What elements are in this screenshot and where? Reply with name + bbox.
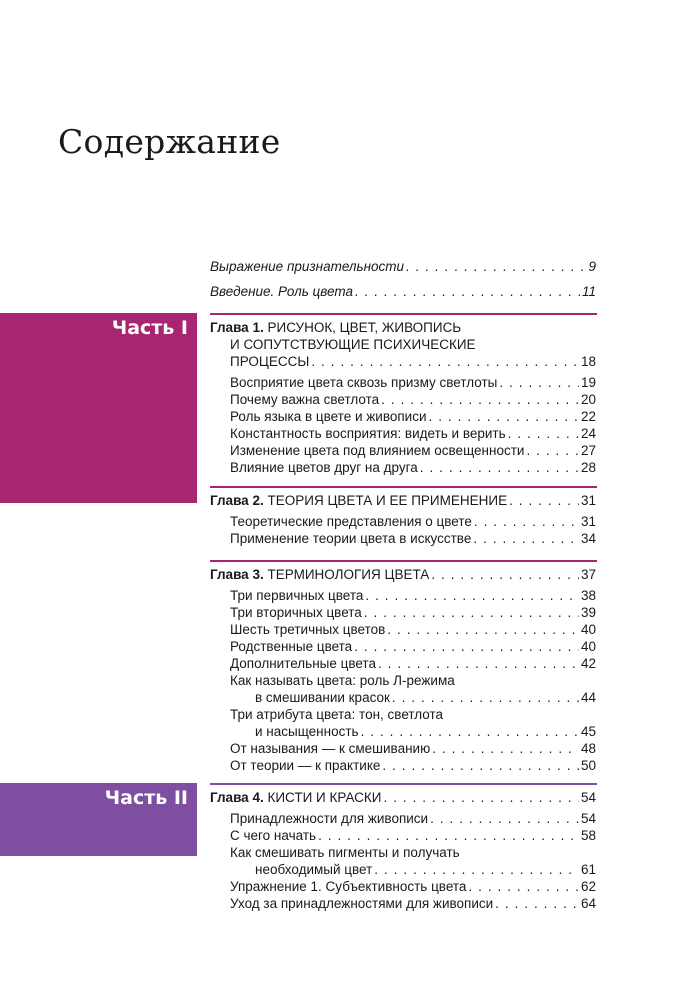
toc-entry[interactable] <box>210 530 596 547</box>
toc-page-number: 31 <box>580 493 596 508</box>
toc-page-number: 45 <box>580 724 596 739</box>
toc-page-number: 48 <box>580 741 596 756</box>
leader-dots <box>429 408 579 425</box>
leader-dots <box>430 810 579 827</box>
chapter-divider <box>210 486 597 488</box>
chapter-heading-line[interactable] <box>210 319 596 336</box>
chapter-label: Глава 1. <box>210 320 264 335</box>
leader-dots <box>526 442 579 459</box>
leader-dots <box>432 740 579 757</box>
toc-page-number: 28 <box>580 460 596 475</box>
toc-entry-label: необходимый цвет <box>255 862 373 877</box>
toc-entry-label: Дополнительные цвета <box>230 656 376 671</box>
toc-page-number: 64 <box>580 896 596 911</box>
page-title: Содержание <box>58 122 281 162</box>
toc-page-number: 37 <box>580 567 596 582</box>
toc-entry-first-line[interactable]: Как смешивать пигменты и получать <box>230 845 460 860</box>
toc-entry-continued[interactable] <box>210 689 596 706</box>
toc-entry[interactable] <box>210 740 596 757</box>
toc-page-number: 42 <box>580 656 596 671</box>
toc-page-number: 27 <box>580 443 596 458</box>
toc-entry-label: и насыщенность <box>255 724 359 739</box>
toc-page-number: 40 <box>580 639 596 654</box>
chapter-2 <box>210 492 596 547</box>
part-1-label: Часть I <box>111 317 188 339</box>
toc-entry[interactable] <box>210 604 596 621</box>
toc-entry-acknowledgements[interactable] <box>210 258 596 275</box>
toc-entry[interactable] <box>210 459 596 476</box>
toc-page-number: 39 <box>580 605 596 620</box>
leader-dots <box>361 723 579 740</box>
toc-page-number: 38 <box>580 588 596 603</box>
toc-page-number: 11 <box>581 284 596 299</box>
leader-dots <box>378 655 579 672</box>
toc-entry-first-line[interactable]: Как называть цвета: роль Л-режима <box>230 673 455 688</box>
leader-dots <box>499 374 579 391</box>
toc-entry[interactable] <box>210 757 596 774</box>
toc-page-number: 58 <box>580 828 596 843</box>
leader-dots <box>374 861 579 878</box>
toc-page-number: 24 <box>580 426 596 441</box>
toc-entry[interactable] <box>210 895 596 912</box>
toc-entry-label: Три первичных цвета <box>230 588 364 603</box>
toc-entry-label: Восприятие цвета сквозь призму светлоты <box>230 375 498 390</box>
chapter-heading-line[interactable] <box>210 492 596 509</box>
toc-entry-label: Роль языка в цвете и живописи <box>230 409 427 424</box>
toc-page-number: 50 <box>580 758 596 773</box>
toc-page-number: 61 <box>580 862 596 877</box>
toc-page-number: 54 <box>580 811 596 826</box>
toc-entry-label: Упражнение 1. Субъективность цвета <box>230 879 467 894</box>
toc-entry-label: От теории — к практике <box>230 758 381 773</box>
toc-entry-label: Теоретические представления о цвете <box>230 514 472 529</box>
toc-entry[interactable] <box>210 810 596 827</box>
toc-entry-label: Влияние цветов друг на друга <box>230 460 418 475</box>
toc-entry-label: Родственные цвета <box>230 639 353 654</box>
part-2-band <box>0 783 197 856</box>
toc-entry[interactable] <box>210 587 596 604</box>
leader-dots <box>355 283 580 300</box>
chapter-4 <box>210 789 596 912</box>
leader-dots <box>382 757 579 774</box>
toc-entry-label: Выражение признательности <box>210 259 405 274</box>
toc-entry[interactable] <box>210 655 596 672</box>
leader-dots <box>354 638 579 655</box>
toc-page-number: 34 <box>580 531 596 546</box>
toc-page-number: 20 <box>580 392 596 407</box>
toc-entry[interactable] <box>210 878 596 895</box>
toc-entry-label: Принадлежности для живописи <box>230 811 429 826</box>
toc-entry-label: Уход за принадлежностями для живописи <box>230 896 494 911</box>
toc-entry-label: От называния — к смешиванию <box>230 741 431 756</box>
toc-page-number: 62 <box>580 879 596 894</box>
chapter-divider <box>210 783 597 785</box>
toc-entry-label: Шесть третичных цветов <box>230 622 386 637</box>
chapter-divider <box>210 560 597 562</box>
toc-entry-label: Применение теории цвета в искусстве <box>230 531 472 546</box>
toc-entry[interactable] <box>210 374 596 391</box>
chapter-label: Глава 4. <box>210 790 264 805</box>
toc-page-number: 54 <box>580 790 596 805</box>
toc-entry[interactable] <box>210 391 596 408</box>
leader-dots <box>420 459 579 476</box>
chapter-label: Глава 2. <box>210 493 264 508</box>
toc-entry-label: Три вторичных цвета <box>230 605 362 620</box>
leader-dots <box>474 513 579 530</box>
part-2-label: Часть II <box>104 787 188 809</box>
chapter-heading-line[interactable] <box>210 566 596 583</box>
toc-entry-label: в смешивании красок <box>255 690 390 705</box>
toc-page-number: 9 <box>588 259 596 274</box>
toc-entry-first-line[interactable]: Три атрибута цвета: тон, светлота <box>230 707 444 722</box>
toc-entry[interactable] <box>210 408 596 425</box>
leader-dots <box>318 827 579 844</box>
toc-entry-continued[interactable] <box>210 723 596 740</box>
toc-page-number: 44 <box>580 690 596 705</box>
leader-dots <box>473 530 579 547</box>
leader-dots <box>381 391 579 408</box>
toc-page-number: 18 <box>580 354 596 369</box>
leader-dots <box>509 492 579 509</box>
toc-entry-introduction[interactable] <box>210 283 596 300</box>
leader-dots <box>364 604 579 621</box>
leader-dots <box>468 878 579 895</box>
leader-dots <box>392 689 579 706</box>
toc-entry-continued[interactable] <box>210 861 596 878</box>
leader-dots <box>365 587 579 604</box>
toc-entry-label: Введение. Роль цвета <box>210 284 353 299</box>
leader-dots <box>508 425 579 442</box>
leader-dots <box>406 258 586 275</box>
leader-dots <box>431 566 579 583</box>
leader-dots <box>311 353 579 370</box>
toc-entry[interactable] <box>210 425 596 442</box>
part-1-band <box>0 313 197 503</box>
chapter-3 <box>210 566 596 774</box>
chapter-label: Глава 3. <box>210 567 264 582</box>
toc-entry[interactable] <box>210 442 596 459</box>
chapter-title: ТЕОРИЯ ЦВЕТА И ЕЕ ПРИМЕНЕНИЕ <box>267 493 508 508</box>
leader-dots <box>387 621 579 638</box>
leader-dots <box>384 789 579 806</box>
chapter-heading-line[interactable] <box>210 789 596 806</box>
toc-entry[interactable] <box>210 621 596 638</box>
chapter-title-last-line[interactable] <box>210 353 596 370</box>
leader-dots <box>495 895 579 912</box>
toc-page-number: 22 <box>580 409 596 424</box>
toc-page-number: 19 <box>580 375 596 390</box>
toc-entry[interactable] <box>210 827 596 844</box>
toc-entry-label: С чего начать <box>230 828 317 843</box>
chapter-title: РИСУНОК, ЦВЕТ, ЖИВОПИСЬ <box>267 320 462 335</box>
chapter-title: ПРОЦЕССЫ <box>230 354 310 369</box>
chapter-divider <box>210 313 597 315</box>
toc-page-number: 40 <box>580 622 596 637</box>
chapter-title: КИСТИ И КРАСКИ <box>267 790 382 805</box>
chapter-1 <box>210 319 596 476</box>
toc-page-number: 31 <box>580 514 596 529</box>
toc-entry[interactable] <box>210 638 596 655</box>
toc-entry-label: Почему важна светлота <box>230 392 380 407</box>
toc-entry-label: Константность восприятия: видеть и верить <box>230 426 506 441</box>
chapter-title-continued[interactable]: И СОПУТСТВУЮЩИЕ ПСИХИЧЕСКИЕ <box>230 337 476 352</box>
toc-entry-label: Изменение цвета под влиянием освещенности <box>230 443 525 458</box>
toc-entry[interactable] <box>210 513 596 530</box>
chapter-title: ТЕРМИНОЛОГИЯ ЦВЕТА <box>267 567 430 582</box>
